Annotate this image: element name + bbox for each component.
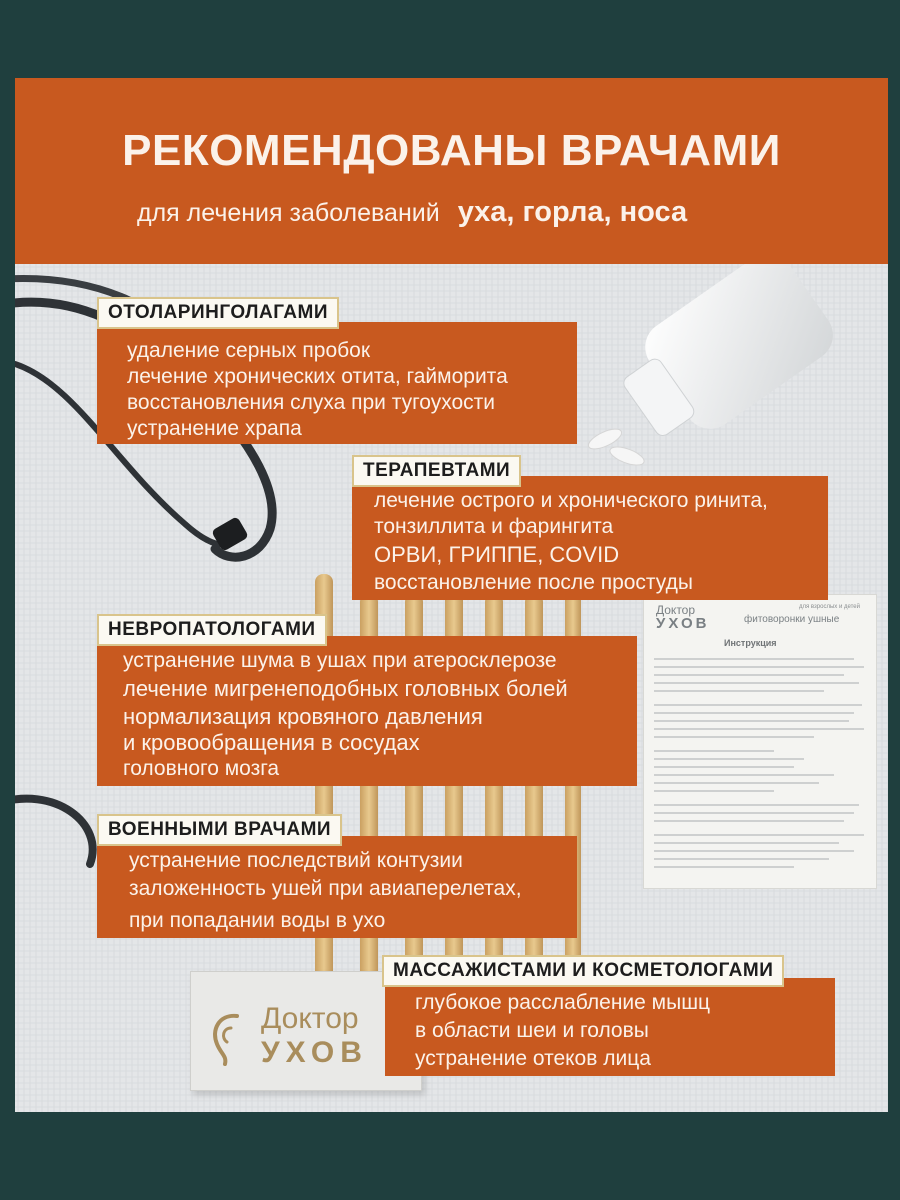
- list-item: удаление серных пробок: [127, 339, 371, 362]
- list-item: лечение острого и хронического ринита,: [374, 489, 768, 512]
- list-item: ОРВИ, ГРИППЕ, COVID: [374, 542, 620, 567]
- list-item: тонзиллита и фарингита: [374, 515, 614, 538]
- leaflet-brand: [656, 603, 709, 631]
- list-item: головного мозга: [123, 757, 280, 780]
- bottom-frame-band: [0, 1112, 900, 1200]
- section-therapists-box: [352, 476, 828, 600]
- list-item: нормализация кровяного давления: [123, 704, 483, 729]
- package-brand-line2: УХОВ: [261, 1036, 368, 1069]
- package-brand: [261, 1002, 368, 1070]
- list-item: устранение отеков лица: [415, 1047, 651, 1070]
- list-item: восстановления слуха при тугоухости: [127, 391, 496, 414]
- subtitle-prefix: для лечения заболеваний: [137, 199, 440, 227]
- leaflet-product: фитоворонки ушные: [744, 614, 840, 625]
- section-neuropathologists-tag: НЕВРОПАТОЛОГАМИ: [97, 614, 327, 646]
- section-masseurs-box: [385, 978, 835, 1076]
- section-military-doctors-tag: ВОЕННЫМИ ВРАЧАМИ: [97, 814, 342, 846]
- subtitle-emphasis: уха, горла, носа: [457, 196, 688, 228]
- list-item: в области шеи и головы: [415, 1019, 649, 1042]
- header-banner: [15, 78, 888, 264]
- page-title: РЕКОМЕНДОВАНЫ ВРАЧАМИ: [122, 126, 781, 175]
- list-item: лечение мигренеподобных головных болей: [123, 676, 568, 701]
- list-item: устранение храпа: [127, 417, 302, 440]
- list-item: устранение шума в ушах при атеросклерозе: [123, 649, 557, 672]
- list-item: лечение хронических отита, гайморита: [127, 365, 508, 388]
- leaflet-brand-line1: Доктор: [656, 603, 696, 617]
- section-otolaryngologists-box: [97, 322, 577, 444]
- top-frame-band: [0, 0, 900, 78]
- section-military-doctors-box: [97, 836, 577, 938]
- leaflet-audience: для взрослых и детей: [799, 604, 860, 610]
- section-therapists-tag: ТЕРАПЕВТАМИ: [352, 455, 521, 487]
- page-subtitle: [137, 196, 687, 229]
- section-masseurs-tag: МАССАЖИСТАМИ И КОСМЕТОЛОГАМИ: [382, 955, 784, 987]
- list-item: заложенность ушей при авиаперелетах,: [129, 877, 522, 900]
- ear-logo-icon: [207, 1010, 251, 1070]
- list-item: восстановление после простуды: [374, 571, 693, 594]
- list-item: устранение последствий контузии: [129, 849, 463, 872]
- list-item: при попадании воды в ухо: [129, 909, 386, 932]
- leaflet-heading: Инструкция: [724, 638, 777, 648]
- leaflet-brand-line2: УХОВ: [656, 615, 710, 632]
- list-item: и кровообращения в сосудах: [123, 730, 420, 755]
- list-item: глубокое расслабление мышц: [415, 991, 711, 1014]
- section-neuropathologists-box: [97, 636, 637, 786]
- package-brand-line1: Доктор: [261, 1002, 359, 1035]
- leaflet-fine-print: [654, 655, 866, 880]
- section-otolaryngologists-tag: ОТОЛАРИНГОЛАГАМИ: [97, 297, 339, 329]
- instruction-leaflet: [643, 594, 877, 889]
